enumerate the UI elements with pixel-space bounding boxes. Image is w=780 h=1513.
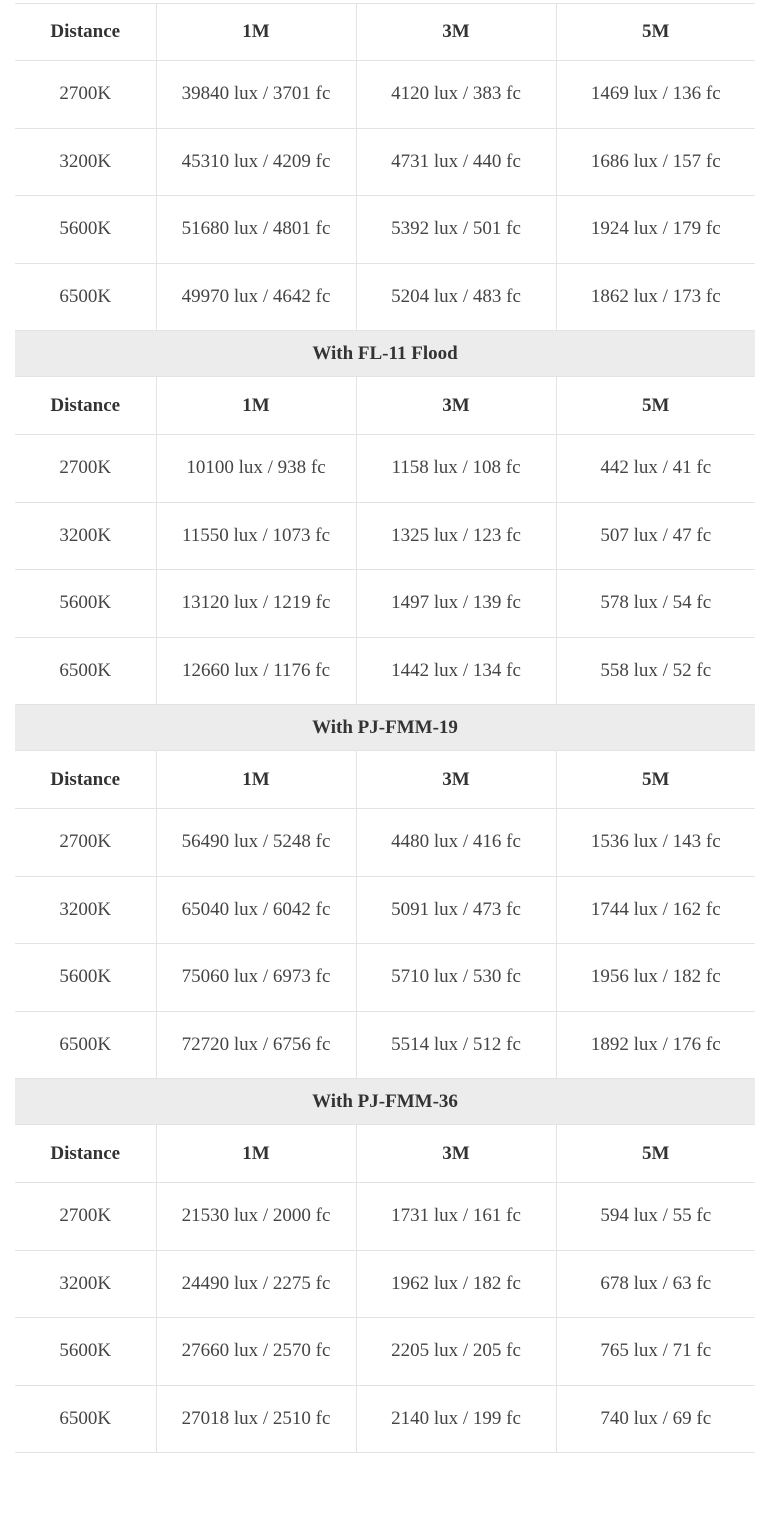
table-row — [15, 502, 755, 570]
table-row — [15, 61, 755, 129]
table-row — [15, 1318, 755, 1386]
illuminance-cell: 5392 lux / 501 fc — [356, 196, 556, 264]
illuminance-cell: 1536 lux / 143 fc — [556, 809, 755, 877]
illuminance-cell: 1862 lux / 173 fc — [556, 263, 755, 331]
color-temperature-cell: 6500K — [15, 637, 156, 705]
illuminance-cell: 51680 lux / 4801 fc — [156, 196, 356, 264]
illuminance-cell: 678 lux / 63 fc — [556, 1250, 755, 1318]
table-row — [15, 1250, 755, 1318]
color-temperature-cell: 3200K — [15, 876, 156, 944]
color-temperature-cell: 6500K — [15, 263, 156, 331]
color-temperature-cell: 6500K — [15, 1011, 156, 1079]
illuminance-cell: 558 lux / 52 fc — [556, 637, 755, 705]
illuminance-cell: 5091 lux / 473 fc — [356, 876, 556, 944]
illuminance-cell: 12660 lux / 1176 fc — [156, 637, 356, 705]
illuminance-cell: 24490 lux / 2275 fc — [156, 1250, 356, 1318]
illuminance-cell: 2205 lux / 205 fc — [356, 1318, 556, 1386]
table-row — [15, 1183, 755, 1251]
column-header-3m: 3M — [356, 4, 556, 61]
illuminance-cell: 1442 lux / 134 fc — [356, 637, 556, 705]
column-header-5m: 5M — [556, 1125, 755, 1183]
color-temperature-cell: 5600K — [15, 196, 156, 264]
illuminance-cell: 5204 lux / 483 fc — [356, 263, 556, 331]
illuminance-cell: 1731 lux / 161 fc — [356, 1183, 556, 1251]
illuminance-cell: 72720 lux / 6756 fc — [156, 1011, 356, 1079]
column-header-3m: 3M — [356, 751, 556, 809]
column-header-3m: 3M — [356, 377, 556, 435]
table-row — [15, 570, 755, 638]
illuminance-cell: 740 lux / 69 fc — [556, 1385, 755, 1453]
table-row — [15, 637, 755, 705]
color-temperature-cell: 6500K — [15, 1385, 156, 1453]
color-temperature-cell: 5600K — [15, 1318, 156, 1386]
column-header-distance: Distance — [15, 4, 156, 61]
column-header-5m: 5M — [556, 751, 755, 809]
table-row — [15, 1385, 755, 1453]
illuminance-cell: 4731 lux / 440 fc — [356, 128, 556, 196]
color-temperature-cell: 5600K — [15, 570, 156, 638]
illuminance-cell: 4480 lux / 416 fc — [356, 809, 556, 877]
column-header-row — [15, 4, 755, 61]
illuminance-cell: 75060 lux / 6973 fc — [156, 944, 356, 1012]
illuminance-cell: 21530 lux / 2000 fc — [156, 1183, 356, 1251]
table-row — [15, 809, 755, 877]
color-temperature-cell: 5600K — [15, 944, 156, 1012]
column-header-1m: 1M — [156, 377, 356, 435]
section-title-row — [15, 705, 755, 751]
illuminance-cell: 65040 lux / 6042 fc — [156, 876, 356, 944]
section-title: With FL-11 Flood — [15, 331, 755, 377]
section-title-row — [15, 331, 755, 377]
illuminance-cell: 45310 lux / 4209 fc — [156, 128, 356, 196]
color-temperature-cell: 2700K — [15, 809, 156, 877]
section-title: With PJ-FMM-19 — [15, 705, 755, 751]
photometric-table — [15, 4, 755, 1453]
illuminance-cell: 442 lux / 41 fc — [556, 435, 755, 503]
illuminance-cell: 1469 lux / 136 fc — [556, 61, 755, 129]
illuminance-cell: 1744 lux / 162 fc — [556, 876, 755, 944]
illuminance-cell: 39840 lux / 3701 fc — [156, 61, 356, 129]
column-header-1m: 1M — [156, 1125, 356, 1183]
color-temperature-cell: 2700K — [15, 1183, 156, 1251]
table-row — [15, 876, 755, 944]
illuminance-cell: 5514 lux / 512 fc — [356, 1011, 556, 1079]
illuminance-cell: 765 lux / 71 fc — [556, 1318, 755, 1386]
column-header-row — [15, 751, 755, 809]
table-row — [15, 196, 755, 264]
column-header-row — [15, 377, 755, 435]
table-row — [15, 435, 755, 503]
illuminance-cell: 594 lux / 55 fc — [556, 1183, 755, 1251]
illuminance-cell: 4120 lux / 383 fc — [356, 61, 556, 129]
illuminance-cell: 27660 lux / 2570 fc — [156, 1318, 356, 1386]
color-temperature-cell: 3200K — [15, 1250, 156, 1318]
column-header-5m: 5M — [556, 377, 755, 435]
table-row — [15, 944, 755, 1012]
illuminance-cell: 2140 lux / 199 fc — [356, 1385, 556, 1453]
photometric-table-body — [15, 4, 755, 1453]
color-temperature-cell: 3200K — [15, 128, 156, 196]
illuminance-cell: 578 lux / 54 fc — [556, 570, 755, 638]
illuminance-cell: 1924 lux / 179 fc — [556, 196, 755, 264]
section-title: With PJ-FMM-36 — [15, 1079, 755, 1125]
table-row — [15, 128, 755, 196]
color-temperature-cell: 2700K — [15, 61, 156, 129]
column-header-5m: 5M — [556, 4, 755, 61]
table-row — [15, 263, 755, 331]
column-header-3m: 3M — [356, 1125, 556, 1183]
column-header-distance: Distance — [15, 377, 156, 435]
illuminance-cell: 27018 lux / 2510 fc — [156, 1385, 356, 1453]
illuminance-cell: 1686 lux / 157 fc — [556, 128, 755, 196]
illuminance-cell: 5710 lux / 530 fc — [356, 944, 556, 1012]
column-header-row — [15, 1125, 755, 1183]
color-temperature-cell: 2700K — [15, 435, 156, 503]
illuminance-cell: 10100 lux / 938 fc — [156, 435, 356, 503]
table-row — [15, 1011, 755, 1079]
illuminance-cell: 1962 lux / 182 fc — [356, 1250, 556, 1318]
illuminance-cell: 1497 lux / 139 fc — [356, 570, 556, 638]
photometric-data-sheet — [15, 3, 755, 1453]
illuminance-cell: 1158 lux / 108 fc — [356, 435, 556, 503]
section-title-row — [15, 1079, 755, 1125]
column-header-distance: Distance — [15, 751, 156, 809]
illuminance-cell: 56490 lux / 5248 fc — [156, 809, 356, 877]
illuminance-cell: 1325 lux / 123 fc — [356, 502, 556, 570]
illuminance-cell: 1892 lux / 176 fc — [556, 1011, 755, 1079]
illuminance-cell: 49970 lux / 4642 fc — [156, 263, 356, 331]
column-header-1m: 1M — [156, 751, 356, 809]
column-header-1m: 1M — [156, 4, 356, 61]
column-header-distance: Distance — [15, 1125, 156, 1183]
illuminance-cell: 1956 lux / 182 fc — [556, 944, 755, 1012]
color-temperature-cell: 3200K — [15, 502, 156, 570]
illuminance-cell: 507 lux / 47 fc — [556, 502, 755, 570]
illuminance-cell: 11550 lux / 1073 fc — [156, 502, 356, 570]
illuminance-cell: 13120 lux / 1219 fc — [156, 570, 356, 638]
